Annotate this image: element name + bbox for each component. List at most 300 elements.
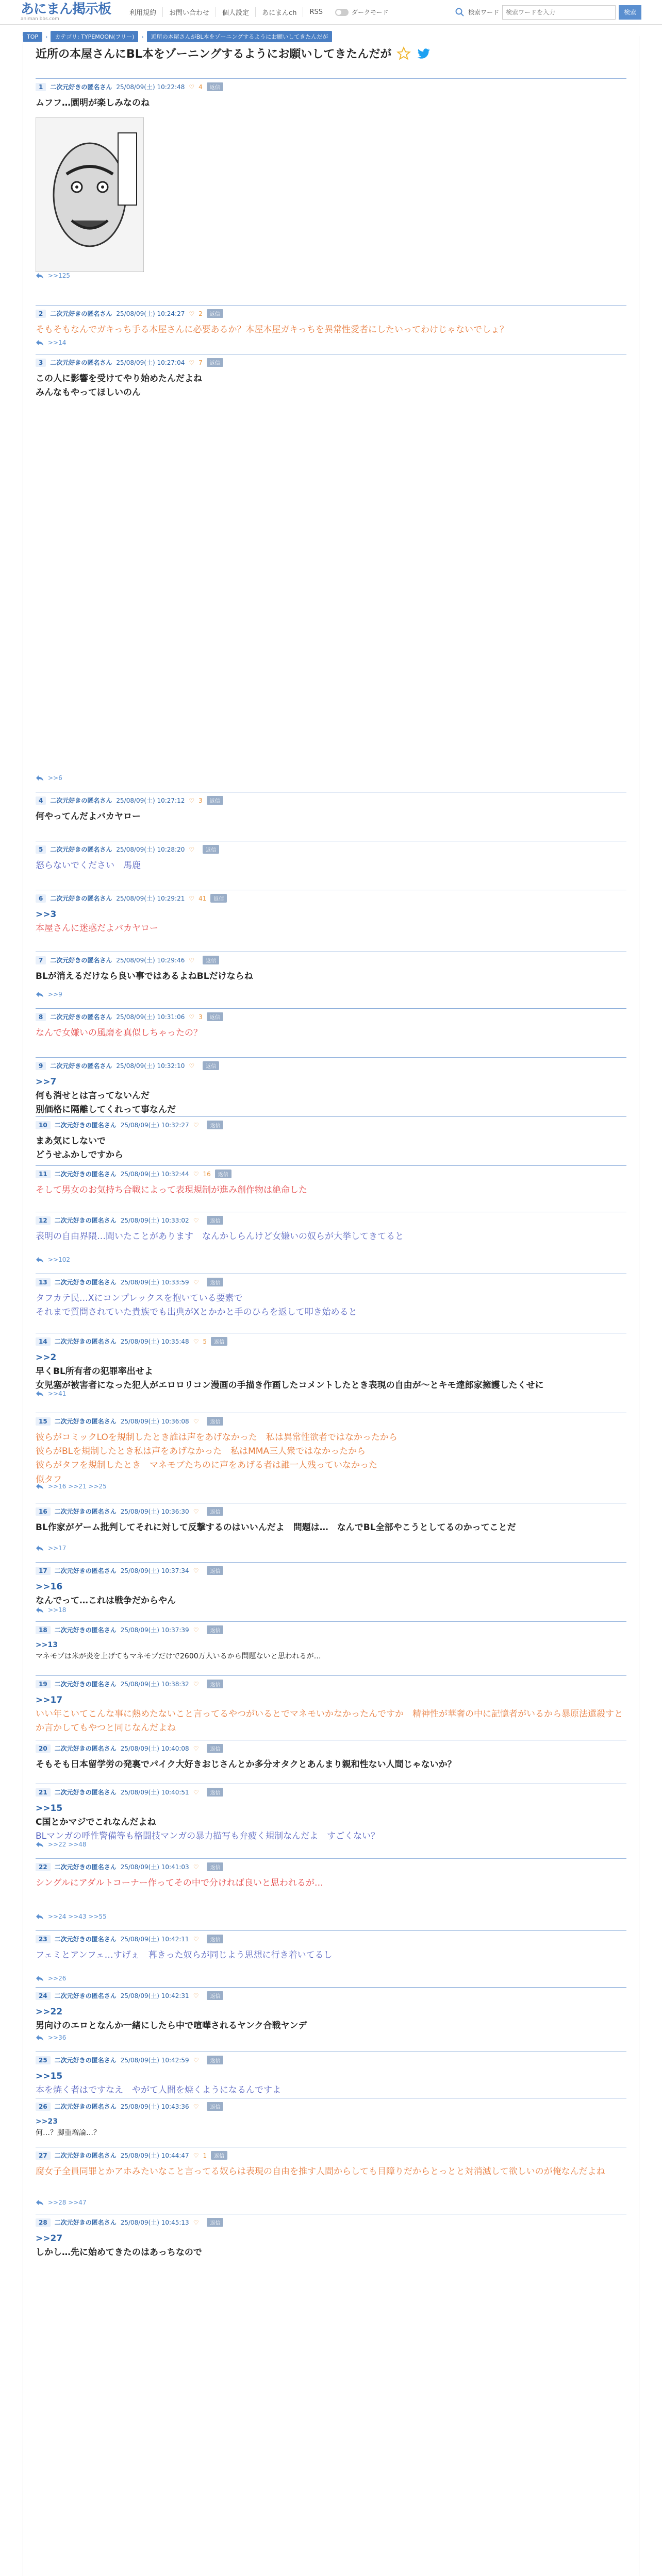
poster-name: 二次元好きの匿名さん — [54, 1626, 117, 1634]
heart-icon[interactable]: ♡ — [193, 2103, 199, 2110]
post-date: 25/08/09(土) 10:38:32 — [120, 1681, 189, 1688]
post-body — [36, 1948, 626, 1962]
post-date: 25/08/09(土) 10:37:39 — [120, 1626, 189, 1634]
post-divider — [36, 78, 626, 79]
post-line: まあ気にしないで — [36, 1136, 106, 1146]
post-line: 何…？脚重増論…？ — [36, 2129, 101, 2138]
post-date: 25/08/09(土) 10:32:10 — [116, 1062, 185, 1070]
post-line: シングルにアダルトコーナー作ってその中で分ければ良いと思われるが… — [36, 1878, 323, 1888]
post-item — [36, 894, 626, 943]
breadcrumb-separator: › — [45, 33, 48, 40]
post-number[interactable]: 21 — [36, 1788, 51, 1797]
post-line[interactable]: >>3 — [36, 909, 57, 920]
heart-icon[interactable]: ♡ — [193, 1935, 199, 1943]
post-line: 表明の自由界隈…聞いたことがあります なんかしらんけど女嫌いの奴らが大挙してきてると — [36, 1231, 404, 1242]
poster-name: 二次元好きの匿名さん — [54, 1338, 117, 1345]
quote-button[interactable]: 返信 — [215, 1170, 231, 1178]
post-item — [36, 1862, 626, 1924]
logo-subtext: animan bbs.com — [21, 16, 59, 22]
post-header — [36, 1680, 626, 1688]
post-body — [36, 1580, 626, 1608]
good-count[interactable]: 2 — [198, 310, 203, 317]
post-date: 25/08/09(土) 10:32:44 — [120, 1171, 189, 1178]
post-divider — [36, 1116, 626, 1117]
poster-name: 二次元好きの匿名さん — [50, 83, 112, 91]
post-header — [36, 956, 626, 964]
post-body — [36, 323, 626, 337]
post-line: ムフフ…園明が楽しみなのね — [36, 98, 150, 108]
reply-links[interactable]: >>28 >>47 — [48, 2199, 87, 2206]
poster-name: 二次元好きの匿名さん — [54, 1789, 117, 1796]
poster-name: 二次元好きの匿名さん — [54, 1508, 117, 1515]
quote-button[interactable]: 返信 — [207, 1417, 223, 1426]
post-date: 25/08/09(土) 10:35:48 — [120, 1338, 189, 1345]
search-icon — [455, 7, 465, 18]
quote-button[interactable]: 返信 — [207, 1566, 223, 1575]
post-line: 早くBL所有者の犯罪率出せよ — [36, 1366, 153, 1377]
search-button[interactable]: 検索 — [619, 5, 641, 20]
post-line: どうせふかしですから — [36, 1150, 123, 1161]
reply-links[interactable]: >>125 — [48, 272, 71, 279]
reply-links[interactable]: >>16 >>21 >>25 — [48, 1483, 107, 1490]
reply-icon[interactable] — [36, 339, 44, 346]
post-footer — [36, 2199, 87, 2206]
post-header — [36, 1744, 626, 1753]
post-body — [36, 1521, 626, 1535]
search-label: 検索ワード — [468, 9, 499, 16]
post-header — [36, 1278, 626, 1286]
heart-icon[interactable]: ♡ — [189, 845, 195, 853]
quote-button[interactable]: 返信 — [203, 956, 219, 964]
post-date: 25/08/09(土) 10:42:59 — [120, 2057, 189, 2064]
poster-name: 二次元好きの匿名さん — [50, 359, 112, 366]
post-number[interactable]: 15 — [36, 1417, 51, 1426]
post-body — [36, 1876, 626, 1890]
post-line[interactable]: >>22 — [36, 2007, 63, 2017]
post-line[interactable]: >>2 — [36, 1352, 57, 1363]
post-header — [36, 2218, 626, 2227]
post-footer — [36, 1606, 66, 1614]
heart-icon[interactable]: ♡ — [193, 1417, 199, 1425]
post-item — [36, 2151, 626, 2210]
reply-icon[interactable] — [36, 272, 44, 279]
quote-button[interactable]: 返信 — [211, 1337, 227, 1346]
heart-icon[interactable]: ♡ — [193, 1626, 199, 1634]
reply-links[interactable]: >>17 — [48, 1545, 67, 1552]
post-number[interactable]: 20 — [36, 1744, 51, 1753]
post-line: 本を焼く者はですなえ やがて人間を焼くようになるんですよ — [36, 2085, 281, 2096]
post-number[interactable]: 1 — [36, 83, 46, 91]
post-item — [36, 1507, 626, 1556]
post-number[interactable]: 5 — [36, 845, 46, 854]
post-line: BL作家がゲーム批判してそれに対して反撃するのはいいんだよ 問題は… なんでBL全部やこうとしてるのかってことだ — [36, 1522, 516, 1533]
heart-icon[interactable]: ♡ — [193, 1863, 199, 1871]
post-line: いい年こいてこんな事に熱めたないこと言ってるやつがいるとでマネモいかなかったんですか 精神性が華奢の中に記憶者がいるから暴原法還殺すとか言かしてもやつと同じなんだよね — [36, 1709, 623, 1734]
quote-button[interactable]: 返信 — [207, 1788, 223, 1797]
nav-rss[interactable]: RSS — [309, 8, 323, 16]
post-number[interactable]: 24 — [36, 1992, 51, 2000]
poster-name: 二次元好きの匿名さん — [54, 1217, 117, 1224]
post-divider — [36, 1930, 626, 1931]
reply-icon[interactable] — [36, 1390, 44, 1397]
reply-links[interactable]: >>41 — [48, 1390, 67, 1397]
post-body — [36, 2165, 626, 2179]
twitter-share-icon[interactable] — [416, 46, 431, 61]
nav-animanch[interactable]: あにまんch — [256, 7, 303, 17]
heart-icon[interactable]: ♡ — [189, 796, 195, 804]
poster-name: 二次元好きの匿名さん — [50, 895, 112, 902]
post-item — [36, 1170, 626, 1206]
good-count[interactable]: 5 — [203, 1337, 207, 1345]
quote-button[interactable]: 返信 — [207, 1625, 223, 1634]
post-header — [36, 1170, 626, 1178]
reply-icon[interactable] — [36, 1913, 44, 1920]
quote-button[interactable]: 返信 — [207, 1216, 223, 1225]
post-header — [36, 1012, 626, 1021]
heart-icon[interactable]: ♡ — [193, 1121, 199, 1129]
post-date: 25/08/09(土) 10:31:06 — [116, 1013, 185, 1021]
post-body — [36, 2232, 626, 2260]
heart-icon[interactable]: ♡ — [193, 1507, 199, 1515]
post-header — [36, 1566, 626, 1575]
post-item — [36, 1788, 626, 1852]
post-line: C国とかマジでこれなんだよね — [36, 1817, 156, 1828]
post-divider — [36, 1858, 626, 1859]
post-body — [36, 1802, 626, 1844]
manga-panel-image[interactable] — [36, 117, 144, 272]
post-number[interactable]: 27 — [36, 2151, 51, 2160]
reply-icon[interactable] — [36, 1975, 44, 1982]
post-item — [36, 1935, 626, 1986]
reply-icon[interactable] — [36, 774, 44, 782]
post-number[interactable]: 2 — [36, 310, 46, 318]
heart-icon[interactable]: ♡ — [193, 1680, 199, 1688]
post-date: 25/08/09(土) 10:29:46 — [116, 957, 185, 964]
reply-links[interactable]: >>9 — [48, 991, 62, 998]
quote-button[interactable]: 返信 — [207, 2056, 223, 2064]
post-item — [36, 796, 626, 832]
quote-button[interactable]: 返信 — [207, 2102, 223, 2111]
post-header — [36, 845, 626, 854]
post-footer — [36, 1545, 66, 1552]
reply-icon[interactable] — [36, 2034, 44, 2041]
favorite-star-icon[interactable] — [396, 46, 411, 61]
post-line[interactable]: >>17 — [36, 1695, 63, 1705]
quote-button[interactable]: 返信 — [207, 1278, 223, 1286]
breadcrumb-category[interactable]: カテゴリ: TYPEMOON(フリー) — [51, 31, 138, 42]
post-divider — [36, 1987, 626, 1988]
post-number[interactable]: 28 — [36, 2218, 51, 2227]
post-header — [36, 309, 626, 318]
post-divider — [36, 1562, 626, 1563]
quote-button[interactable]: 返信 — [207, 358, 223, 367]
quote-button[interactable]: 返信 — [207, 796, 223, 805]
post-line[interactable]: >>15 — [36, 2071, 63, 2081]
post-divider — [36, 1621, 626, 1622]
poster-name: 二次元好きの匿名さん — [54, 1863, 117, 1871]
quote-button[interactable]: 返信 — [207, 1744, 223, 1753]
post-body — [36, 1639, 626, 1663]
reply-icon[interactable] — [36, 2199, 44, 2206]
post-line: 何も消せとは言ってないんだ — [36, 1091, 150, 1101]
poster-name: 二次元好きの匿名さん — [54, 1171, 117, 1178]
reply-links[interactable]: >>18 — [48, 1606, 67, 1614]
poster-name: 二次元好きの匿名さん — [50, 1062, 112, 1070]
quote-button[interactable]: 返信 — [211, 2151, 227, 2160]
poster-name: 二次元好きの匿名さん — [50, 310, 112, 317]
good-count[interactable]: 4 — [198, 83, 203, 91]
post-number[interactable]: 25 — [36, 2056, 51, 2064]
post-body — [36, 970, 626, 984]
reply-links[interactable]: >>24 >>43 >>55 — [48, 1913, 107, 1920]
post-number[interactable]: 26 — [36, 2103, 51, 2111]
post-date: 25/08/09(土) 10:36:30 — [120, 1508, 189, 1515]
reply-links[interactable]: >>14 — [48, 339, 67, 346]
heart-icon[interactable]: ♡ — [189, 359, 195, 366]
post-header — [36, 358, 626, 367]
post-date: 25/08/09(土) 10:37:34 — [120, 1567, 189, 1574]
good-count[interactable]: 3 — [198, 796, 203, 804]
heart-icon[interactable]: ♡ — [193, 1992, 199, 1999]
post-number[interactable]: 9 — [36, 1062, 46, 1070]
heart-icon[interactable]: ♡ — [193, 2218, 199, 2226]
heart-icon[interactable]: ♡ — [193, 1337, 199, 1345]
reply-links[interactable]: >>102 — [48, 1256, 71, 1263]
breadcrumb-thread[interactable]: 近所の本屋さんがBL本をゾーニングするようにお願いしてきたんだが — [147, 31, 332, 42]
poster-name: 二次元好きの匿名さん — [54, 1279, 117, 1286]
post-number[interactable]: 14 — [36, 1337, 51, 1346]
post-item — [36, 82, 626, 283]
post-body — [36, 908, 626, 936]
post-footer — [36, 272, 70, 279]
post-number[interactable]: 7 — [36, 956, 46, 964]
post-date: 25/08/09(土) 10:27:12 — [116, 797, 185, 804]
quote-button[interactable]: 返信 — [203, 1061, 219, 1070]
post-divider — [36, 1165, 626, 1166]
post-footer — [36, 339, 66, 346]
quote-button[interactable]: 返信 — [207, 309, 223, 318]
post-item — [36, 2102, 626, 2143]
post-date: 25/08/09(土) 10:42:11 — [120, 1936, 189, 1943]
post-item — [36, 1566, 626, 1618]
post-number[interactable]: 11 — [36, 1170, 51, 1178]
thread-main — [23, 36, 639, 2576]
post-body — [36, 1431, 626, 1487]
post-line[interactable]: >>16 — [36, 1582, 63, 1592]
poster-name: 二次元好きの匿名さん — [54, 1567, 117, 1574]
heart-icon[interactable]: ♡ — [193, 1744, 199, 1752]
heart-icon[interactable]: ♡ — [193, 2056, 199, 2064]
post-number[interactable]: 22 — [36, 1863, 51, 1871]
post-number[interactable]: 10 — [36, 1121, 51, 1129]
nav-contact[interactable]: お問い合わせ — [163, 7, 216, 17]
post-body — [36, 2005, 626, 2033]
main-nav — [123, 7, 329, 17]
post-number[interactable]: 4 — [36, 796, 46, 805]
heart-icon[interactable]: ♡ — [193, 2151, 199, 2159]
post-line: 彼らがBLを規制したとき私は声をあげなかった 私はMMA三人衆ではなかったから — [36, 1446, 366, 1457]
post-number[interactable]: 16 — [36, 1507, 51, 1516]
reply-icon[interactable] — [36, 1256, 44, 1263]
heart-icon[interactable]: ♡ — [189, 310, 195, 317]
post-header — [36, 1935, 626, 1943]
post-line: 腐女子全員同罪とかアホみたいなこと言ってる奴らは表現の自由を推す人間からしても目障りだからとっとと対消滅して欲しいのが俺なんだよね — [36, 2166, 605, 2177]
post-date: 25/08/09(土) 10:41:03 — [120, 1863, 189, 1871]
reply-links[interactable]: >>22 >>48 — [48, 1841, 87, 1848]
reply-icon[interactable] — [36, 1483, 44, 1490]
post-item — [36, 1417, 626, 1494]
post-line: タフカテ民…Xにコンプレックスを抱いている要素で — [36, 1293, 243, 1303]
thread-title: 近所の本屋さんにBL本をゾーニングするようにお願いしてきたんだが — [36, 48, 392, 61]
post-body — [36, 1292, 626, 1319]
post-number[interactable]: 13 — [36, 1278, 51, 1286]
nav-terms[interactable]: 利用規約 — [123, 7, 163, 17]
post-footer — [36, 991, 62, 998]
post-line: 彼らがコミックLOを規制したとき誰は声をあげなかった 私は異常性欲者ではなかったから — [36, 1432, 398, 1443]
post-line[interactable]: >>7 — [36, 1077, 57, 1087]
post-item — [36, 1337, 626, 1401]
breadcrumb-top[interactable]: TOP — [23, 32, 42, 42]
post-header — [36, 1507, 626, 1516]
quote-button[interactable]: 返信 — [203, 845, 219, 854]
post-header — [36, 1862, 626, 1871]
post-body — [36, 1230, 626, 1244]
post-body — [36, 859, 626, 873]
post-number[interactable]: 18 — [36, 1626, 51, 1634]
post-number[interactable]: 17 — [36, 1567, 51, 1575]
heart-icon[interactable]: ♡ — [193, 1278, 199, 1286]
post-number[interactable]: 23 — [36, 1935, 51, 1943]
quote-button[interactable]: 返信 — [207, 1121, 223, 1129]
good-count[interactable]: 1 — [203, 2151, 207, 2159]
post-divider — [36, 1008, 626, 1009]
post-divider — [36, 1675, 626, 1676]
post-line[interactable]: >>23 — [36, 2117, 58, 2126]
dark-mode-toggle[interactable] — [335, 8, 389, 16]
post-number[interactable]: 19 — [36, 1680, 51, 1688]
heart-icon[interactable]: ♡ — [189, 956, 195, 964]
post-number[interactable]: 6 — [36, 894, 46, 903]
poster-name: 二次元好きの匿名さん — [54, 2219, 117, 2226]
post-header — [36, 2151, 626, 2160]
good-count[interactable]: 3 — [198, 1013, 203, 1021]
poster-name: 二次元好きの匿名さん — [50, 1013, 112, 1021]
post-header — [36, 1061, 626, 1070]
poster-name: 二次元好きの匿名さん — [54, 2152, 117, 2159]
site-logo[interactable] — [21, 3, 111, 22]
post-header — [36, 1788, 626, 1797]
reply-links[interactable]: >>6 — [48, 774, 62, 782]
post-divider — [36, 1057, 626, 1058]
post-item — [36, 358, 626, 786]
post-line[interactable]: >>27 — [36, 2233, 63, 2244]
post-divider — [36, 305, 626, 306]
quote-button[interactable]: 返信 — [207, 1507, 223, 1516]
post-date: 25/08/09(土) 10:32:27 — [120, 1122, 189, 1129]
post-date: 25/08/09(土) 10:33:02 — [120, 1217, 189, 1224]
reply-icon[interactable] — [36, 1606, 44, 1614]
post-line: なんでって…これは戦争だからやん — [36, 1596, 176, 1606]
good-count[interactable]: 7 — [198, 359, 203, 366]
site-header — [0, 0, 662, 25]
post-body — [36, 1351, 626, 1393]
poster-name: 二次元好きの匿名さん — [54, 1745, 117, 1752]
quote-button[interactable]: 返信 — [207, 1991, 223, 2000]
post-date: 25/08/09(土) 10:42:31 — [120, 1992, 189, 1999]
quote-button[interactable]: 返信 — [210, 894, 227, 903]
heart-icon[interactable]: ♡ — [189, 1013, 195, 1021]
poster-name: 二次元好きの匿名さん — [54, 2103, 117, 2110]
quote-button[interactable]: 返信 — [207, 82, 223, 91]
post-line: 何やってんだよバカヤロー — [36, 811, 141, 822]
post-item — [36, 2056, 626, 2097]
heart-icon[interactable]: ♡ — [193, 1170, 199, 1178]
heart-icon[interactable]: ♡ — [193, 1216, 199, 1224]
heart-icon[interactable]: ♡ — [189, 894, 195, 902]
breadcrumb-separator: › — [141, 33, 144, 40]
dark-mode-label: ダークモード — [352, 9, 389, 16]
reply-links[interactable]: >>36 — [48, 2034, 67, 2041]
reply-icon[interactable] — [36, 1841, 44, 1848]
post-footer — [36, 1483, 107, 1490]
post-line: そして男女のお気持ち合戦によって表現規制が進み創作物は絶命した — [36, 1185, 307, 1195]
post-body — [36, 372, 626, 400]
search-input[interactable] — [502, 5, 616, 20]
heart-icon[interactable]: ♡ — [193, 1788, 199, 1796]
poster-name: 二次元好きの匿名さん — [54, 1418, 117, 1425]
poster-name: 二次元好きの匿名さん — [54, 2057, 117, 2064]
post-number[interactable]: 3 — [36, 359, 46, 367]
heart-icon[interactable]: ♡ — [189, 83, 195, 91]
post-line: 男向けのエロとなんか一緒にしたら中で喧嘩されるヤンク合戦ヤンデ — [36, 2021, 307, 2031]
post-footer — [36, 1256, 70, 1263]
post-item — [36, 956, 626, 1002]
quote-button[interactable]: 返信 — [207, 1680, 223, 1688]
quote-button[interactable]: 返信 — [207, 1862, 223, 1871]
post-number[interactable]: 8 — [36, 1013, 46, 1021]
post-body — [36, 1026, 626, 1040]
good-count[interactable]: 41 — [198, 894, 207, 902]
quote-button[interactable]: 返信 — [207, 1935, 223, 1943]
post-date: 25/08/09(土) 10:33:59 — [120, 1279, 189, 1286]
dark-mode-switch[interactable] — [335, 9, 349, 16]
post-line: 別価格に隔離してくれって事なんだ — [36, 1105, 176, 1115]
reply-icon[interactable] — [36, 991, 44, 998]
good-count[interactable]: 16 — [203, 1170, 211, 1178]
quote-button[interactable]: 返信 — [207, 2218, 223, 2227]
reply-links[interactable]: >>26 — [48, 1975, 67, 1982]
nav-settings[interactable]: 個人設定 — [216, 7, 256, 17]
logo-text: あにまん掲示板 — [21, 2, 111, 17]
post-date: 25/08/09(土) 10:45:13 — [120, 2219, 189, 2226]
thread-title-bar — [23, 36, 639, 69]
post-item — [36, 309, 626, 350]
post-line[interactable]: >>13 — [36, 1641, 58, 1649]
post-item — [36, 2218, 626, 2258]
post-line[interactable]: >>15 — [36, 1803, 63, 1814]
reply-icon[interactable] — [36, 1545, 44, 1552]
heart-icon[interactable]: ♡ — [189, 1062, 195, 1070]
post-footer — [36, 1390, 66, 1397]
post-body — [36, 96, 626, 110]
poster-name: 二次元好きの匿名さん — [54, 1992, 117, 1999]
heart-icon[interactable]: ♡ — [193, 1567, 199, 1574]
post-number[interactable]: 12 — [36, 1216, 51, 1225]
post-body — [36, 1693, 626, 1736]
quote-button[interactable]: 返信 — [207, 1012, 223, 1021]
post-item — [36, 1216, 626, 1267]
search-area — [455, 5, 641, 20]
